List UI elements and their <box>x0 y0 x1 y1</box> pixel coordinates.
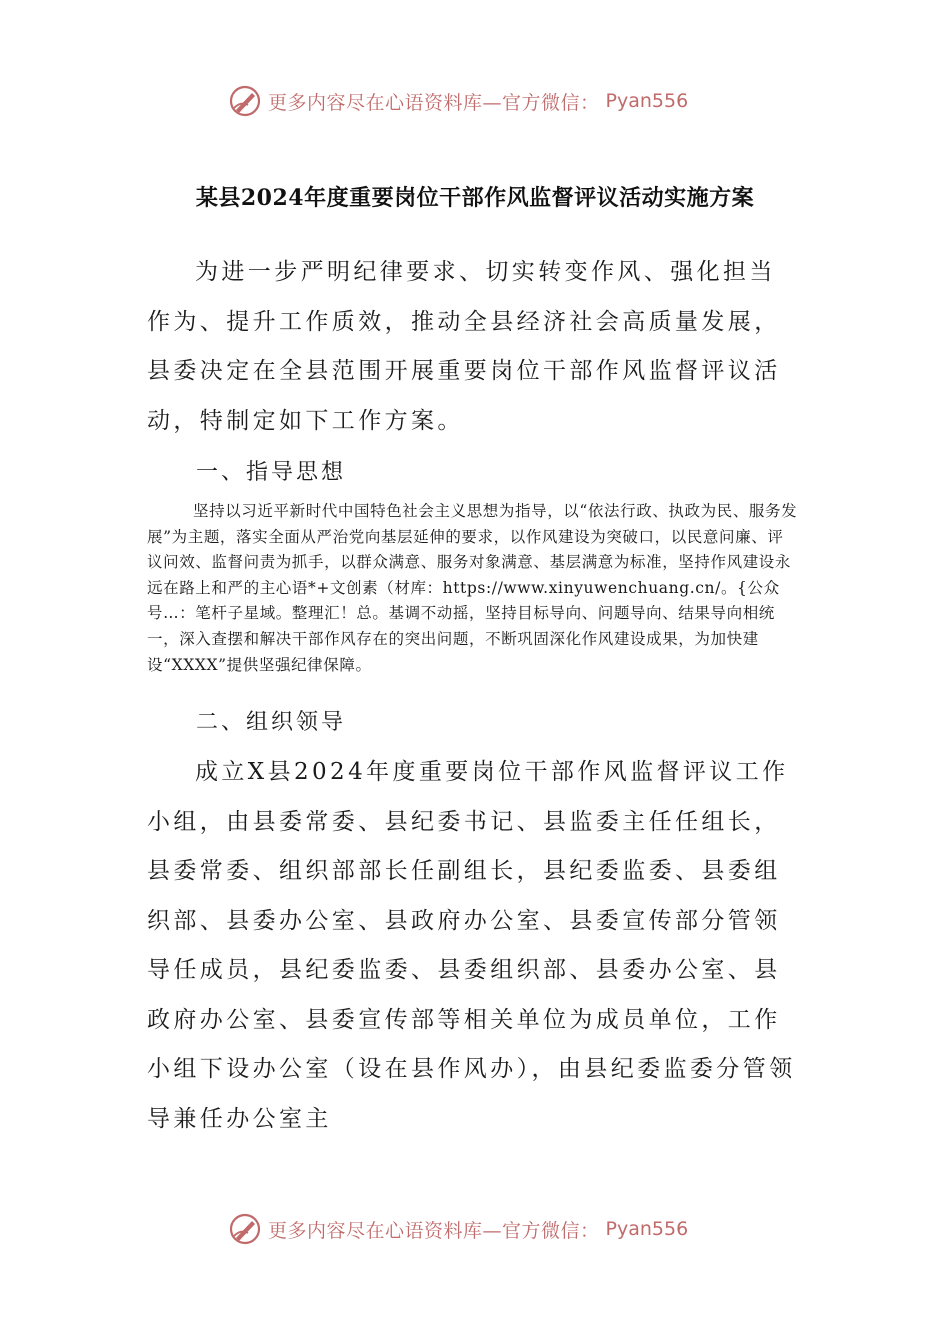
watermark-wechat-id: Pyan556 <box>605 1218 689 1240</box>
intro-paragraph: 为进一步严明纪律要求、切实转变作风、强化担当作为、提升工作质效，推动全县经济社会高质量发展，县委决定在全县范围开展重要岗位干部作风监督评议活动，特制定如下工作方案。 <box>147 259 781 434</box>
pen-logo-icon <box>228 1212 262 1246</box>
watermark-text: 更多内容尽在心语资料库—官方微信： <box>268 1219 600 1242</box>
footer-watermark <box>228 1212 688 1246</box>
section-body-organization: 成立X县2024年度重要岗位干部作风监督评议工作小组，由县委常委、县纪委书记、县监委主任任组长，县委常委、组织部部长任副组长，县纪委监委、县委组织部、县委办公室、县政府办公室、县委宣传部分管领导任成员，县纪委监委、县委组织部、县委办公室、县政府办公室、县委宣传部等相关单位为成员单位，工作小组下设办公室（设在县作风办），由县纪委监委分管领导兼任办公室主 <box>147 759 796 1132</box>
header-watermark <box>228 84 688 118</box>
section-heading-guiding-ideology: 一、指导思想 <box>196 460 347 485</box>
section-heading-organization: 二、组织领导 <box>196 710 347 735</box>
watermark-wechat-id: Pyan556 <box>605 90 689 112</box>
section-body-guiding-ideology: 坚持以习近平新时代中国特色社会主义思想为指导，以“依法行政、执政为民、服务发展”为主题，落实全面从严治党向基层延伸的要求，以作风建设为突破口，以民意问廉、评议问效、监督问责为抓手，以群众满意、服务对象满意、基层满意为标准，坚持作风建设永远在路上和严的主心语*+文创素（材库：https://www.xinyuwenchuang.cn/。{公众号…：笔杆子星域。整理汇！总。基调不动摇，坚持目标导向、问题导向、结果导向相统一，深入查摆和解决干部作风存在的突出问题，不断巩固深化作风建设成果，为加快建设“XXXX”提供坚强纪律保障。 <box>147 502 798 674</box>
watermark-text: 更多内容尽在心语资料库—官方微信： <box>268 91 600 114</box>
pen-logo-icon <box>228 84 262 118</box>
document-title: 某县2024年度重要岗位干部作风监督评议活动实施方案 <box>195 185 755 211</box>
